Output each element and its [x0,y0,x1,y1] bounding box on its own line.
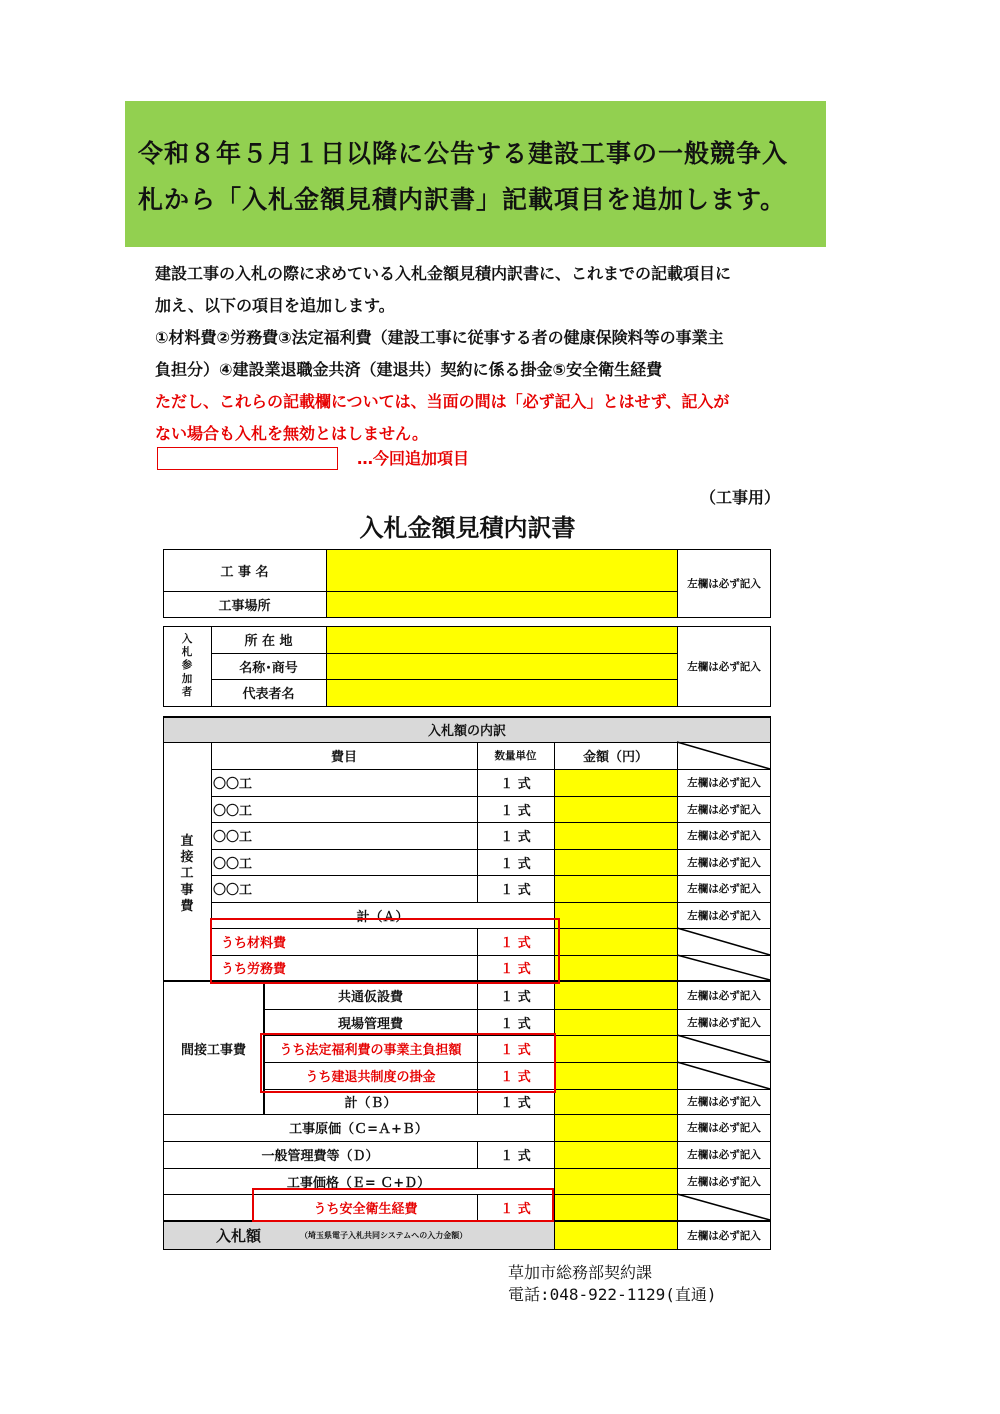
qty-cell: １ 式 [500,1016,531,1032]
required-note: 左欄は必ず記入 [687,1149,761,1161]
site-mgmt-label: 現場管理費 [337,1016,403,1032]
required-note: 左欄は必ず記入 [687,883,761,895]
construction-price-label: 工事価格（Ｅ= Ｃ+Ｄ） [286,1175,431,1191]
new-item-box-safety [252,1188,554,1222]
welfare-label: うち法定福利費の事業主負担額 [279,1043,462,1058]
material-cost-label: うち材料費 [221,936,287,951]
form-title: 入札金額見積内訳書 [359,514,576,542]
bid-note: （埼玉県電子入札共同システムへの入力金額） [300,1231,468,1240]
construction-cost-label: 工事原価（Ｃ=Ａ+Ｂ） [289,1122,428,1137]
qty-cell: １ 式 [500,1096,531,1111]
required-note: 左欄は必ず記入 [687,909,761,922]
required-note: 左欄は必ず記入 [687,1016,761,1029]
intro-line: 負担分）④建設業退職金共済（建退共）契約に係る掛金⑤安全衛生経費 [155,360,663,379]
new-item-box-welfare-kentaikyo [260,1033,556,1093]
required-note: 左欄は必ず記入 [687,1175,761,1188]
required-note: 左欄は必ず記入 [687,990,761,1002]
item-row-label: 〇〇工 [213,883,253,898]
required-note: 左欄は必ず記入 [687,1122,761,1134]
intro-line: 建設工事の入札の際に求めている入札金額見積内訳書に、これまでの記載項目に [155,264,732,283]
col-amount-header: 金額（円） [582,750,648,765]
intro-note: ない場合も入札を無効とはしません。 [155,424,428,443]
required-note: 左欄は必ず記入 [687,660,761,673]
qty-cell: １ 式 [500,1043,531,1058]
qty-cell: １ 式 [500,856,531,872]
qty-cell: １ 式 [500,1149,531,1164]
subtotal-a-label: 計（Ａ） [356,909,409,925]
qty-cell: １ 式 [500,990,531,1005]
required-note: 左欄は必ず記入 [687,577,761,590]
project-place-label: 工事場所 [218,598,271,614]
subtotal-b-label: 計（Ｂ） [344,1096,397,1111]
common-temp-label: 共通仮設費 [337,990,403,1005]
project-name-label: 工 事 名 [220,564,269,580]
item-row-label: 〇〇工 [213,856,253,872]
new-item-box-material-labor [210,918,560,984]
col-qty-header: 数量単位 [494,750,537,762]
contact-footer [508,1262,717,1306]
banner-line-2: 札から「入札金額見積内訳書」記載項目を追加します。 [138,185,787,214]
department: 草加市総務部契約課 [508,1263,653,1282]
bid-label: 入札額 [215,1227,261,1245]
breakdown-header: 入札額の内訳 [163,716,771,742]
qty-cell: １ 式 [500,830,531,845]
item-row-label: 〇〇工 [213,830,253,845]
qty-cell: １ 式 [500,1201,531,1217]
item-row-label: 〇〇工 [213,777,253,792]
indirect-cost-label: 間接工事費 [180,1042,246,1058]
company-label: 名称･商号 [239,660,298,676]
intro-note: ただし、これらの記載欄については、当面の間は「必ず記入」とはせず、記入が [155,392,730,411]
required-note: 左欄は必ず記入 [687,777,761,789]
intro-line: ①材料費②労務費③法定福利費（建設工事に従事する者の健康保険料等の事業主 [155,328,724,347]
banner-line-1: 令和８年５月１日以降に公告する建設工事の一般競争入 [138,139,789,168]
form-type: （工事用） [700,488,781,507]
address-label: 所 在 地 [244,634,293,649]
intro-line: 加え、以下の項目を追加します。 [155,296,395,315]
representative-label: 代表者名 [242,687,295,702]
qty-cell: １ 式 [500,883,531,898]
legend-label: …今回追加項目 [357,449,470,468]
required-note: 左欄は必ず記入 [687,803,761,816]
bidder-label: 入 札 参 加 者 [181,633,193,698]
qty-cell: １ 式 [500,962,531,977]
required-note: 左欄は必ず記入 [687,830,761,842]
qty-cell: １ 式 [500,777,531,792]
item-row-label: 〇〇工 [213,803,253,819]
qty-cell: １ 式 [500,803,531,819]
qty-cell: １ 式 [500,1070,531,1085]
direct-cost-label: 直 接 工 事 費 [180,833,194,914]
safety-cost-label: うち安全衛生経費 [313,1201,418,1217]
col-item-header: 費目 [330,750,357,765]
kentaikyo-label: うち建退共制度の掛金 [305,1070,436,1085]
required-note: 左欄は必ず記入 [687,856,761,869]
labor-cost-label: うち労務費 [221,962,287,977]
qty-cell: １ 式 [500,936,531,951]
phone: 電話:048-922-1129(直通) [508,1285,717,1304]
required-note: 左欄は必ず記入 [687,1230,761,1242]
required-note: 左欄は必ず記入 [687,1096,761,1108]
general-mgmt-label: 一般管理費等（Ｄ） [261,1149,379,1164]
